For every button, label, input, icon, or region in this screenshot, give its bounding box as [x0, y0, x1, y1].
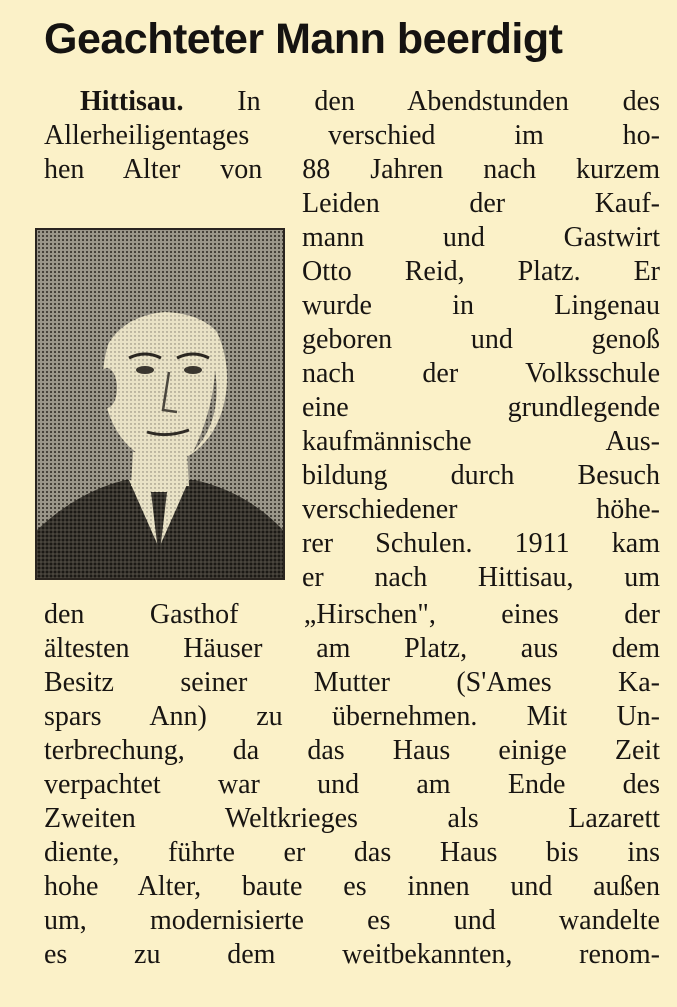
- body-line-26: es zu dem weitbekannten, renom-: [44, 939, 660, 970]
- body-line-4: Leiden der Kauf-: [302, 188, 660, 219]
- body-line-2: Allerheiligentages verschied im ho-: [44, 120, 660, 151]
- dateline: Hittisau.: [80, 86, 184, 117]
- body-line-20: terbrechung, da das Haus einige Zeit: [44, 735, 660, 766]
- headline: Geachteter Mann beerdigt: [44, 15, 563, 63]
- body-line-1-text: In den Abendstunden des: [237, 86, 660, 117]
- body-line-6: Otto Reid, Platz. Er: [302, 256, 660, 287]
- body-line-25: um, modernisierte es und wandelte: [44, 905, 660, 936]
- body-line-18: Besitz seiner Mutter (S'Ames Ka-: [44, 667, 660, 698]
- body-line-9: nach der Volksschule: [302, 358, 660, 389]
- body-line-13: verschiedener höhe-: [302, 494, 660, 525]
- body-line-21: verpachtet war und am Ende des: [44, 769, 660, 800]
- body-line-8: geboren und genoß: [302, 324, 660, 355]
- body-line-7: wurde in Lingenau: [302, 290, 660, 321]
- body-line-12: bildung durch Besuch: [302, 460, 660, 491]
- body-line-5: mann und Gastwirt: [302, 222, 660, 253]
- body-line-16: den Gasthof „Hirschen", eines der: [44, 599, 660, 630]
- body-line-1: [80, 85, 660, 119]
- body-line-19: spars Ann) zu übernehmen. Mit Un-: [44, 701, 660, 732]
- body-line-23: diente, führte er das Haus bis ins: [44, 837, 660, 868]
- body-line-24: hohe Alter, baute es innen und außen: [44, 871, 660, 902]
- body-line-22: Zweiten Weltkrieges als Lazarett: [44, 803, 660, 834]
- portrait-illustration: [37, 230, 283, 578]
- body-line-3: hen Alter von 88 Jahren nach kurzem: [44, 154, 660, 185]
- body-line-17: ältesten Häuser am Platz, aus dem: [44, 633, 660, 664]
- body-line-10: eine grundlegende: [302, 392, 660, 423]
- body-line-14: rer Schulen. 1911 kam: [302, 528, 660, 559]
- body-line-11: kaufmännische Aus-: [302, 426, 660, 457]
- portrait-photo: [35, 228, 285, 580]
- body-line-15: er nach Hittisau, um: [302, 562, 660, 593]
